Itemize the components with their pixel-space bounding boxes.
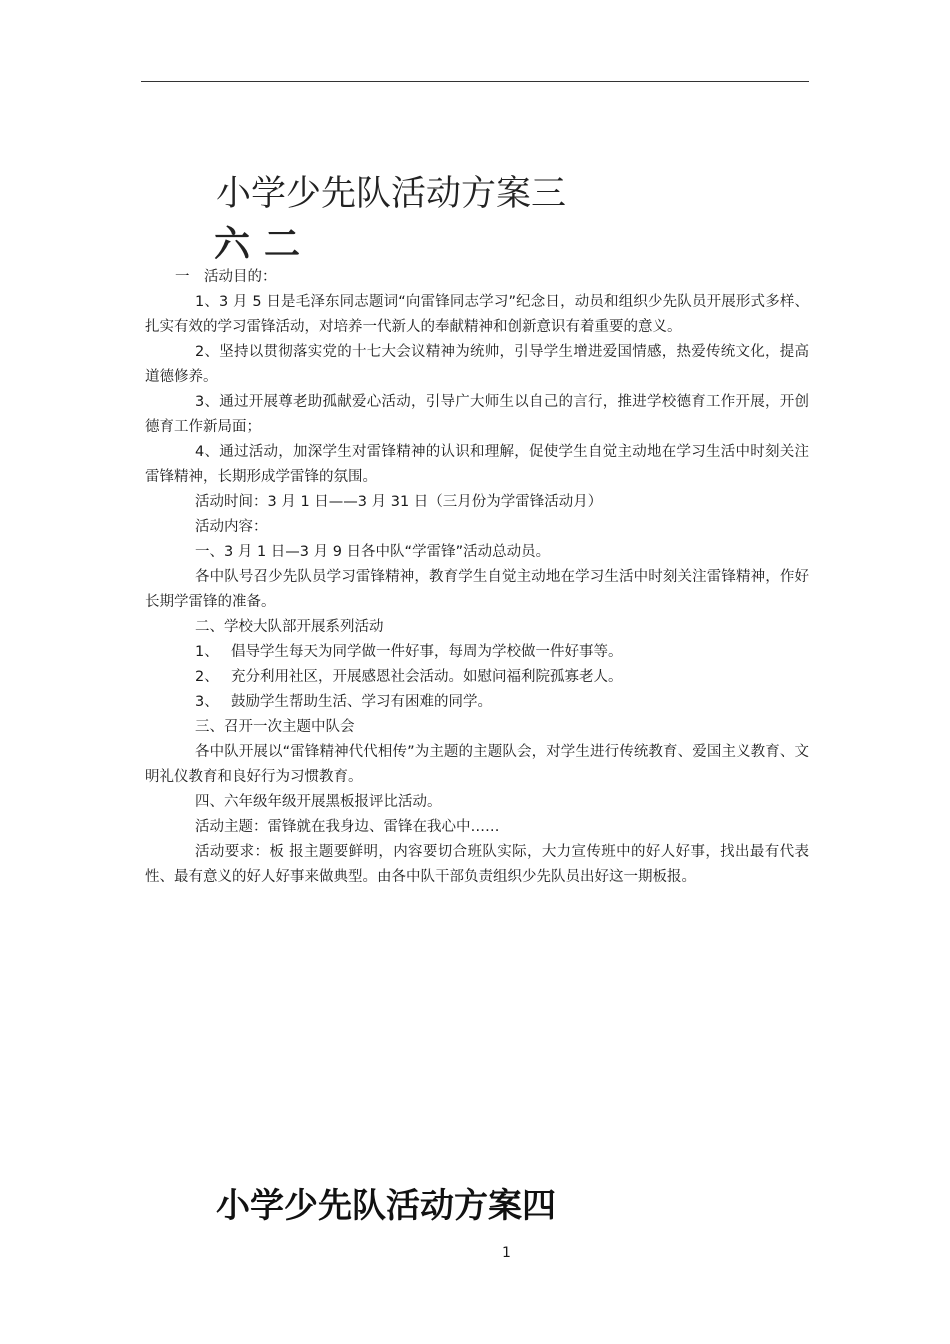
- activity-time: 活动时间：3 月 1 日——3 月 31 日（三月份为学雷锋活动月）: [195, 494, 603, 510]
- paragraph-4: 4、通过活动，加深学生对雷锋精神的认识和理解，促使学生自觉主动地在学习生活中时刻关注雷锋精神，长期形成学雷锋的氛围。: [145, 444, 809, 485]
- item1-text: 各中队号召少先队员学习雷锋精神，教育学生自觉主动地在学习生活中时刻关注雷锋精神，作好长期学雷锋的准备。: [145, 569, 809, 610]
- list-item-number: 2、: [195, 669, 219, 685]
- header-rule: [141, 81, 809, 82]
- list-item: [145, 640, 809, 665]
- document-subtitle: 六二: [214, 224, 315, 265]
- activity-theme: 活动主题：雷锋就在我身边、雷锋在我心中……: [195, 819, 500, 835]
- item3-heading: 三、召开一次主题中队会: [195, 719, 355, 735]
- page-number: 1: [502, 1245, 511, 1261]
- item1-heading: 一、3 月 1 日—3 月 9 日各中队“学雷锋”活动总动员。: [195, 544, 551, 560]
- section-heading-purpose: 一 活动目的：: [175, 269, 277, 285]
- activity-content-heading: 活动内容：: [195, 519, 268, 535]
- next-document-title: 小学少先队活动方案四: [216, 1186, 556, 1226]
- activity-requirement: 活动要求：板 报主题要鲜明，内容要切合班队实际，大力宣传班中的好人好事，找出最有代表性、最有意义的好人好事来做典型。由各中队干部负责组织少先队员出好这一期板报。: [145, 844, 809, 885]
- list-item-number: 1、: [195, 644, 219, 660]
- list-item-text: 鼓励学生帮助生活、学习有困难的同学。: [231, 694, 492, 710]
- paragraph-1: 1、3 月 5 日是毛泽东同志题词“向雷锋同志学习”纪念日，动员和组织少先队员开展形式多样、扎实有效的学习雷锋活动，对培养一代新人的奉献精神和创新意识有着重要的意义。: [145, 294, 809, 335]
- item3-text: 各中队开展以“雷锋精神代代相传”为主题的主题队会，对学生进行传统教育、爱国主义教育、文明礼仪教育和良好行为习惯教育。: [145, 744, 809, 785]
- list-item-text: 倡导学生每天为同学做一件好事，每周为学校做一件好事等。: [231, 644, 623, 660]
- item4-heading: 四、六年级年级开展黑板报评比活动。: [195, 794, 442, 810]
- document-body: [145, 265, 809, 890]
- paragraph-2: 2、坚持以贯彻落实党的十七大会议精神为统帅，引导学生增进爱国情感，热爱传统文化，提高道德修养。: [145, 344, 809, 385]
- list-item-text: 充分利用社区，开展感恩社会活动。如慰问福利院孤寡老人。: [231, 669, 623, 685]
- list-item-number: 3、: [195, 694, 219, 710]
- paragraph-3: 3、通过开展尊老助孤献爱心活动，引导广大师生以自己的言行，推进学校德育工作开展，开创德育工作新局面；: [145, 394, 809, 435]
- document-title: 小学少先队活动方案三: [216, 174, 567, 214]
- list-item: [145, 665, 809, 690]
- list-item: [145, 690, 809, 715]
- item2-heading: 二、学校大队部开展系列活动: [195, 619, 384, 635]
